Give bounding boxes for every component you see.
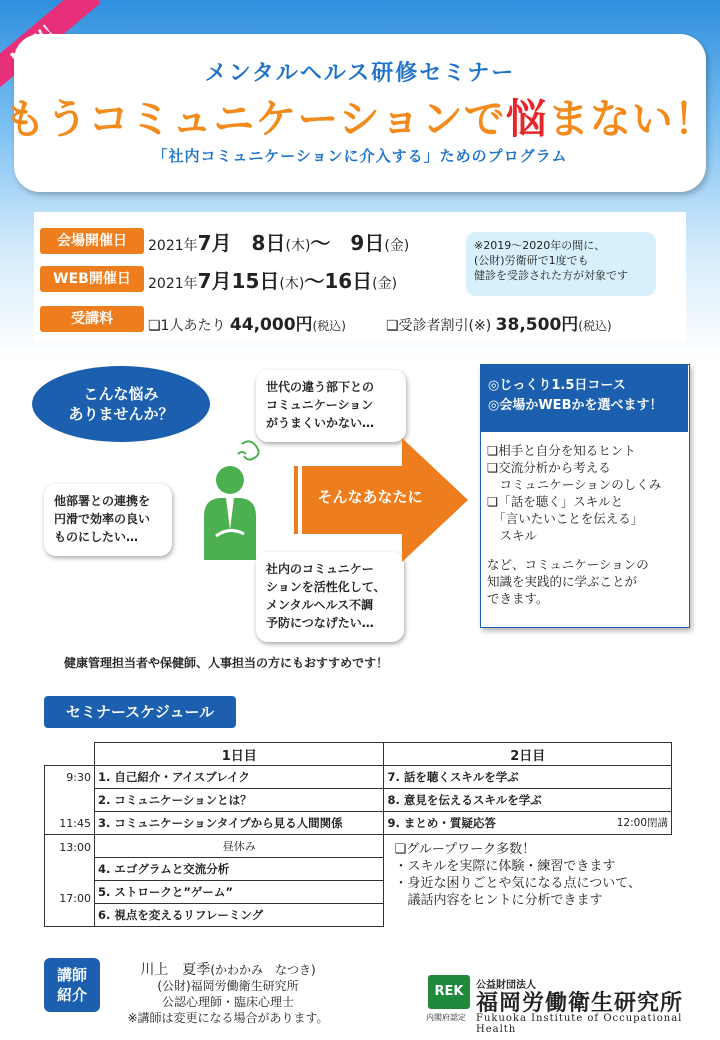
day1-header: 1日目	[94, 743, 384, 766]
org-logo: REK	[428, 975, 470, 1009]
person-icon	[190, 440, 270, 570]
table-row: 7. 話を聴くスキルを学ぶ	[384, 766, 672, 789]
org-type: 公益財団法人	[476, 980, 536, 991]
table-row: 3. コミュニケーションタイプから見る人間関係	[94, 812, 384, 835]
day2-header: 2日目	[384, 743, 672, 766]
speech-bubble-1: 世代の違う部下との コミュニケーション がうまくいかない…	[256, 370, 406, 442]
fee-regular: ❏1人あたり 44,000円(税込)	[148, 315, 346, 335]
fee-discount: ❏受診者割引(※) 38,500円(税込)	[386, 315, 612, 335]
course-header: ◎じっくり1.5日コース ◎会場かWEBかを選べます！	[480, 364, 688, 432]
speech-bubble-3: 社内のコミュニケー ションを活性化して、 メンタルヘルス不調 予防につなげたい…	[256, 552, 404, 642]
main-title: もうコミュニケーションで悩まない！	[4, 95, 716, 143]
table-row: 4. エゴグラムと交流分析	[94, 858, 384, 881]
venue-dates: 2021年7月 8日(木)～ 9日(金)	[148, 231, 410, 255]
schedule-tag: セミナースケジュール	[44, 696, 236, 728]
fee-tag: 受講料	[40, 306, 144, 332]
table-row: 2. コミュニケーションとは？	[94, 789, 384, 812]
org-name: 福岡労働衛生研究所	[476, 991, 684, 1016]
seminar-subtitle: メンタルヘルス研修セミナー	[204, 61, 516, 86]
tagline: 「社内コミュニケーションに介入する」ためのプログラム	[152, 147, 568, 165]
afternoon-times: 13:00 17:00	[45, 835, 95, 927]
morning-times: 9:30 11:45	[45, 766, 95, 835]
web-date-tag: WEB開催日	[40, 266, 144, 292]
speech-bubble-2: 他部署との連携を 円滑で効率の良い ものにしたい…	[44, 484, 172, 556]
arrow-label: そんなあなたに	[317, 488, 423, 506]
lecturer-info: 川上 夏季(かわかみ なつき) (公財)福岡労働衛生研究所 公認心理師・臨床心理士 ※講師は変更になる場合があります。	[127, 962, 329, 1025]
course-contents: ❏相手と自分を知るヒント ❏交流分析から考える コミュニケーションのしくみ ❏「話を聴く」スキルと 「言いたいことを伝える」 スキル など、コミュニケーションの 知識を実践的に学ぶことが できます。	[487, 443, 662, 606]
worry-question-bubble: こんな悩み ありませんか？	[32, 366, 210, 442]
schedule-table	[44, 742, 672, 927]
table-row: 5. ストロークと”ゲーム”	[94, 881, 384, 904]
group-work-notes: ❏グループワーク多数！ ・スキルを実際に体験・練習できます ・身近な困りごとや気になる点について、 議話内容をヒントに分析できます	[394, 842, 641, 908]
org-english-name: Fukuoka Institute of Occupational Health	[476, 1013, 683, 1035]
recommend-text: 健康管理担当者や保健師、人事担当の方にもおすすめです！	[64, 656, 389, 670]
table-row: 8. 意見を伝えるスキルを学ぶ	[384, 789, 672, 812]
table-row: 1. 自己紹介・アイスブレイク	[94, 766, 384, 789]
lecturer-tag: 講師 紹介	[44, 958, 100, 1012]
lunch-break: 昼休み	[94, 835, 384, 858]
org-logo-sub: 内閣府認定	[426, 1013, 466, 1022]
web-dates: 2021年7月15日(木)～16日(金)	[148, 269, 398, 293]
discount-note: ※2019～2020年の間に、 (公財)労衛研で1度でも 健診を受診された方が対象です	[466, 232, 656, 296]
table-row: 6. 視点を変えるリフレーミング	[94, 904, 384, 927]
venue-date-tag: 会場開催日	[40, 228, 144, 254]
table-row: 9. まとめ・質疑応答 12:00閉講	[384, 812, 672, 835]
